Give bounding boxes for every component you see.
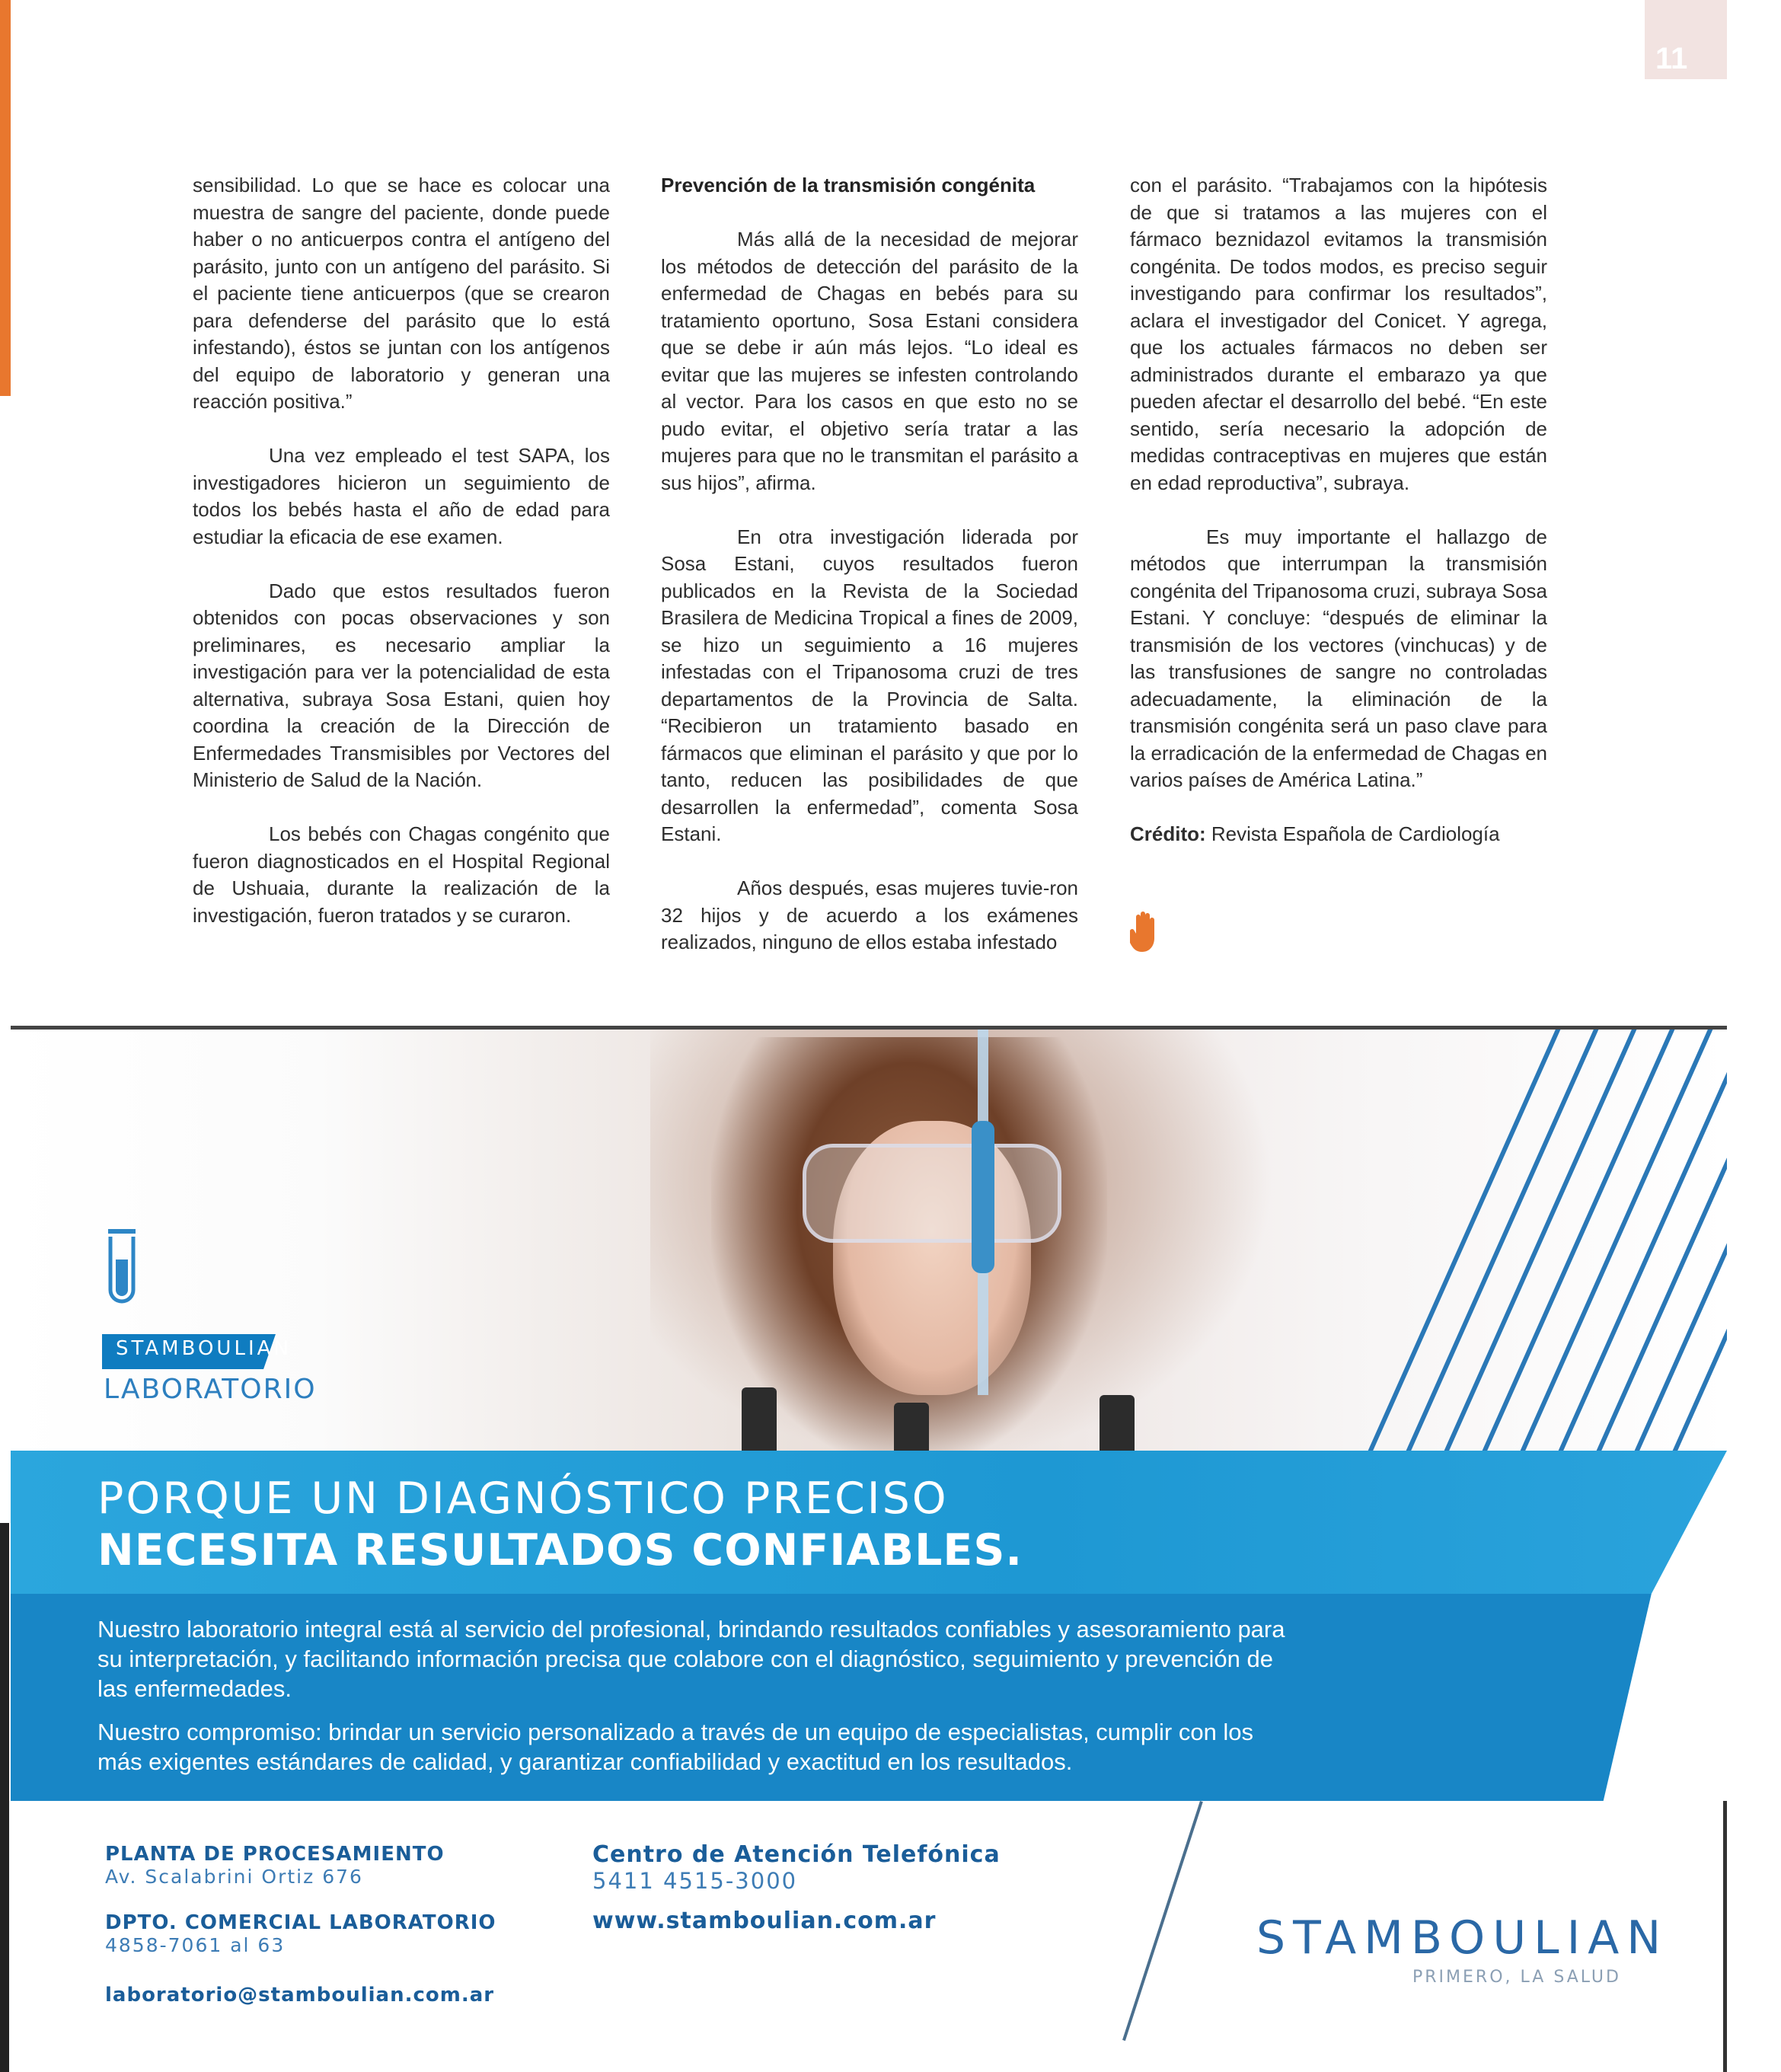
hand-stop-icon [1130,911,1160,953]
contact-planta [105,1843,445,1888]
brand-name: STAMBOULIAN [116,1337,292,1360]
ad-paragraph: Nuestro compromiso: brindar un servicio personalizado a través de un equipo de especialistas, cumplir con los más exigentes estándares de calidad, y garantizar confiabilidad y exactitud en los resultados. [97,1719,1254,1775]
paragraph: con el parásito. “Trabajamos con la hipótesis de que si tratamos a las mujeres con el fármaco beznidazol evitamos la transmisión congénita. De todos modos, es preciso seguir investigando para confirmar los resultados”, aclara el investigador del Conicet. Y agrega, que los actuales fármacos no deben ser administrados durante el embarazo ya que pueden afectar el desarrollo del bebé. “En este sentido, sería necesario la adopción de medidas contraceptivas en mujeres que están en edad reproductiva”, subraya. [1130,174,1547,494]
contact-dpto [105,1911,496,1956]
divider-line [1122,1801,1203,2041]
page-number-box [1645,0,1727,79]
safety-goggles [803,1144,1061,1243]
contact-value: 4858-7061 al 63 [105,1934,286,1956]
brand-subtitle: LABORATORIO [104,1374,317,1405]
footer-logo: STAMBOULIAN [1256,1911,1669,1965]
right-edge-bar [1723,1801,1727,2072]
paragraph: Años después, esas mujeres tuvie-ron 32 hijos y de acuerdo a los exámenes realizados, ninguno de ellos estaba infestado [661,876,1078,953]
credit [1130,821,1547,848]
article-column-2 [661,172,1078,983]
paragraph: Es muy importante el hallazgo de métodos que interrumpan la transmisión congénita del Tripanosoma cruzi, subraya Sosa Estani. Y concluye: “después de eliminar la transmisión de los vectores (vinchucas) y de las transfusiones de sangre no controladas adecuadamente, la eliminación de la transmisión congénita será un paso clave para la erradicación de la enfermedad de Chagas en varios países de América Latina.” [1130,525,1547,791]
paragraph: Dado que estos resultados fueron obtenidos con pocas observaciones y son preliminares, es necesario ampliar la investigación para ver la potencialidad de esta alternativa, subraya Sosa Estani, quien hoy coordina la creación de la Dirección de Enfermedades Transmisibles por Vectores del Ministerio de Salud de la Nación. [193,579,610,791]
page-number: 11 [1655,42,1688,75]
pipette-liquid [972,1121,994,1273]
contact-label: PLANTA DE PROCESAMIENTO [105,1843,445,1866]
orange-edge-bar [0,0,11,396]
contact-centro [592,1841,1001,1894]
brand-logo [94,1221,323,1427]
contact-email[interactable]: laboratorio@stamboulian.com.ar [105,1984,495,2007]
website-link[interactable]: www.stamboulian.com.ar [592,1908,937,1934]
ad-headline-line2: NECESITA RESULTADOS CONFIABLES. [97,1525,1023,1576]
paragraph: En otra investigación liderada por Sosa Estani, cuyos resultados fueron publicados en la Revista de la Sociedad Brasilera de Medicina Tropical a fines de 2009, se hizo un seguimiento a 16 mujeres infestadas con el Tripanosoma cruzi de tres departamentos de la Provincia de Salta. “Recibieron un tratamiento basado en fármacos que eliminan el parásito y que por lo tanto, reducen las posibilidades de que desarrollen la enfermedad”, comenta Sosa Estani. [661,525,1078,845]
footer-logo-tagline: PRIMERO, LA SALUD [1412,1968,1621,1987]
left-edge-bar [0,1523,9,2072]
contact-value: 5411 4515-3000 [592,1868,798,1894]
contact-label: Centro de Atención Telefónica [592,1841,1001,1868]
paragraph: Más allá de la necesidad de mejorar los métodos de detección del parásito de la enfermedad de Chagas en bebés para su tratamiento oportuno, Sosa Estani considera que se debe ir aún más lejos. “Lo ideal es evitar que las mujeres se infesten controlando al vector. Para los casos en que esto no se pudo evitar, el objetivo sería tratar a las mujeres para que no le transmitan el parásito a sus hijos”, afirma. [661,228,1078,494]
ad-headline-line1: PORQUE UN DIAGNÓSTICO PRECISO [97,1473,949,1524]
contact-value: Av. Scalabrini Ortiz 676 [105,1866,363,1888]
ad-paragraph: Nuestro laboratorio integral está al servicio del profesional, brindando resultados confiables y asesoramiento para su interpretación, y facilitando información precisa que colabore con el diagnóstico, seguimiento y prevención de las enfermedades. [97,1616,1285,1702]
contact-label: DPTO. COMERCIAL LABORATORIO [105,1911,496,1934]
credit-value: Revista Española de Cardiología [1205,822,1500,845]
section-heading: Prevención de la transmisión congénita [661,174,1036,196]
article-column-1 [193,172,610,956]
paragraph: sensibilidad. Lo que se hace es colocar una muestra de sangre del paciente, donde puede haber o no anticuerpos contra el antígeno del parásito, junto con un antígeno del parásito. Si el paciente tiene anticuerpos (que se crearon para defenderse del parásito que lo está infestando), éstos se juntan con los antígenos del equipo de laboratorio y generan una reacción positiva.” [193,174,610,413]
paragraph: Una vez empleado el test SAPA, los investigadores hicieron un seguimiento de todos los bebés hasta el año de edad para estudiar la eficacia de ese examen. [193,444,610,548]
article-column-3 [1130,172,1547,875]
paragraph: Los bebés con Chagas congénito que fueron diagnosticados en el Hospital Regional de Ushuaia, durante la realización de la investigación, fueron tratados y se curaron. [193,822,610,927]
credit-label: Crédito: [1130,822,1206,845]
test-tube-icon [108,1229,136,1305]
